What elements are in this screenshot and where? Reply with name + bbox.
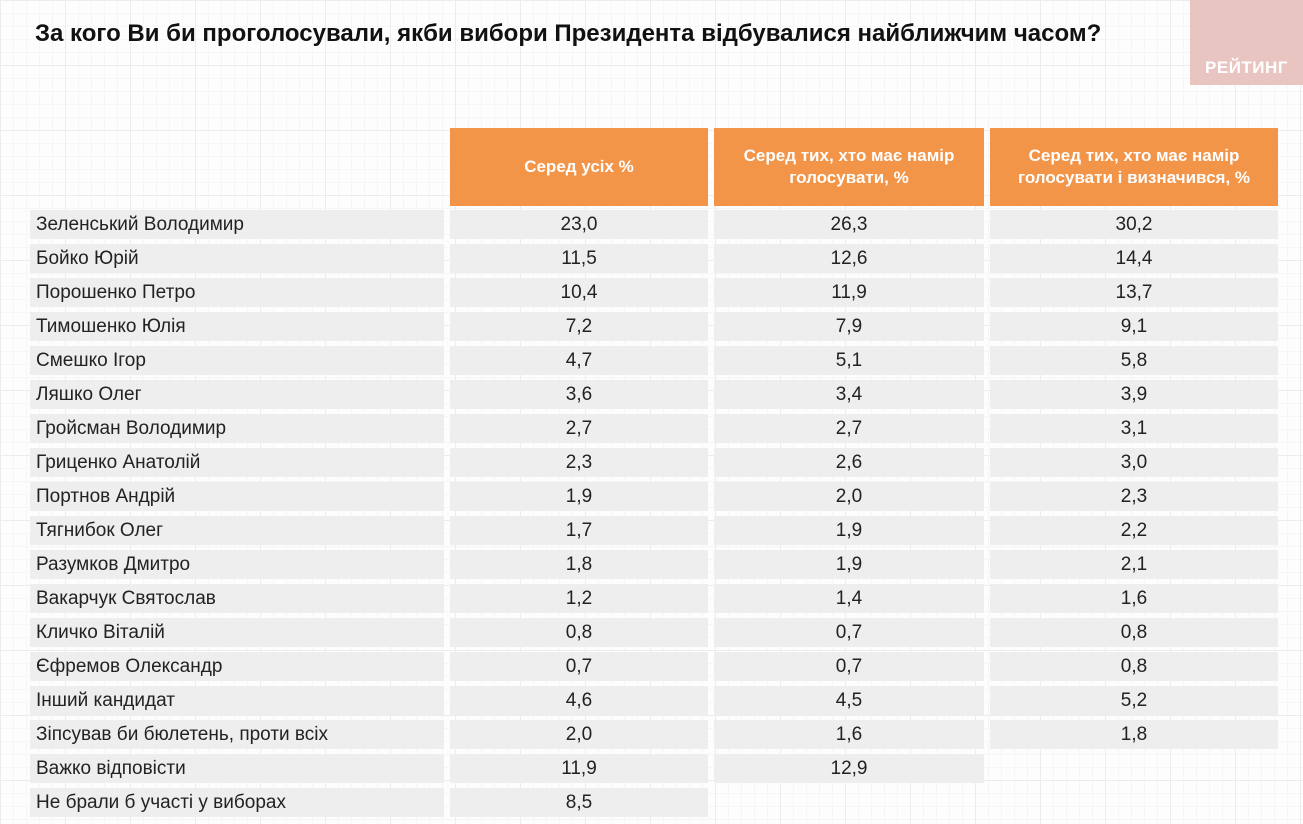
candidate-name: Смешко Ігор [30,346,444,375]
value-cell: 11,5 [450,244,708,273]
column-header-intend-and-decided: Серед тих, хто має намір голосувати і визначився, % [990,128,1278,206]
table-row [30,244,1278,273]
value-cell: 8,5 [450,788,708,817]
candidate-name: Разумков Дмитро [30,550,444,579]
rating-logo [1190,0,1303,85]
candidate-name: Кличко Віталій [30,618,444,647]
value-cell: 2,3 [450,448,708,477]
value-cell: 30,2 [990,210,1278,239]
candidate-name: Зеленський Володимир [30,210,444,239]
value-cell: 1,8 [990,720,1278,749]
value-cell: 3,1 [990,414,1278,443]
value-cell: 11,9 [450,754,708,783]
poll-table [30,128,1278,822]
table-header-row [30,128,1278,206]
candidate-name: Тимошенко Юлія [30,312,444,341]
value-cell: 3,6 [450,380,708,409]
value-cell: 9,1 [990,312,1278,341]
table-row [30,414,1278,443]
table-row [30,720,1278,749]
value-cell: 2,3 [990,482,1278,511]
value-cell: 2,0 [450,720,708,749]
rating-logo-text: РЕЙТИНГ [1205,58,1288,77]
value-cell: 14,4 [990,244,1278,273]
table-row [30,448,1278,477]
table-row [30,516,1278,545]
table-row [30,686,1278,715]
candidate-name: Бойко Юрій [30,244,444,273]
value-cell: 2,7 [450,414,708,443]
value-cell: 7,9 [714,312,984,341]
value-cell: 3,4 [714,380,984,409]
candidate-name: Тягнибок Олег [30,516,444,545]
value-cell: 26,3 [714,210,984,239]
value-cell: 1,9 [714,516,984,545]
value-cell: 0,7 [450,652,708,681]
value-cell: 3,0 [990,448,1278,477]
value-cell: 1,2 [450,584,708,613]
candidate-name: Не брали б участі у виборах [30,788,444,817]
value-cell: 4,7 [450,346,708,375]
value-cell: 1,7 [450,516,708,545]
candidate-name: Інший кандидат [30,686,444,715]
value-cell: 1,8 [450,550,708,579]
value-cell: 2,7 [714,414,984,443]
value-cell: 1,4 [714,584,984,613]
value-cell: 0,8 [990,652,1278,681]
value-cell: 11,9 [714,278,984,307]
table-row [30,346,1278,375]
candidate-name: Порошенко Петро [30,278,444,307]
page-title: За кого Ви би проголосували, якби вибори Президента відбувалися найближчим часом? [35,20,1102,47]
value-cell: 3,9 [990,380,1278,409]
value-cell: 23,0 [450,210,708,239]
table-row [30,652,1278,681]
candidate-name: Вакарчук Святослав [30,584,444,613]
value-cell: 0,8 [990,618,1278,647]
value-cell: 1,9 [714,550,984,579]
value-cell: 4,5 [714,686,984,715]
table-row [30,550,1278,579]
value-cell [714,788,984,817]
value-cell: 10,4 [450,278,708,307]
value-cell: 12,6 [714,244,984,273]
value-cell: 2,6 [714,448,984,477]
candidate-name: Важко відповісти [30,754,444,783]
candidate-name: Гриценко Анатолій [30,448,444,477]
value-cell: 5,1 [714,346,984,375]
table-body [30,210,1278,817]
header-corner-cell [30,128,444,206]
value-cell: 1,6 [990,584,1278,613]
value-cell: 1,6 [714,720,984,749]
candidate-name: Єфремов Олександр [30,652,444,681]
table-row [30,618,1278,647]
candidate-name: Зіпсував би бюлетень, проти всіх [30,720,444,749]
value-cell: 1,9 [450,482,708,511]
column-header-intend-to-vote: Серед тих, хто має намір голосувати, % [714,128,984,206]
candidate-name: Ляшко Олег [30,380,444,409]
table-row [30,210,1278,239]
value-cell: 2,1 [990,550,1278,579]
table-row [30,482,1278,511]
table-row [30,584,1278,613]
table-row [30,754,1278,783]
value-cell: 2,0 [714,482,984,511]
value-cell: 0,8 [450,618,708,647]
value-cell: 5,2 [990,686,1278,715]
candidate-name: Портнов Андрій [30,482,444,511]
value-cell: 2,2 [990,516,1278,545]
column-header-among-all: Серед усіх % [450,128,708,206]
candidate-name: Гройсман Володимир [30,414,444,443]
value-cell [990,754,1278,783]
table-row [30,788,1278,817]
value-cell: 7,2 [450,312,708,341]
table-row [30,278,1278,307]
table-row [30,312,1278,341]
value-cell: 12,9 [714,754,984,783]
table-row [30,380,1278,409]
value-cell: 0,7 [714,618,984,647]
value-cell: 13,7 [990,278,1278,307]
value-cell: 5,8 [990,346,1278,375]
value-cell [990,788,1278,817]
value-cell: 0,7 [714,652,984,681]
value-cell: 4,6 [450,686,708,715]
